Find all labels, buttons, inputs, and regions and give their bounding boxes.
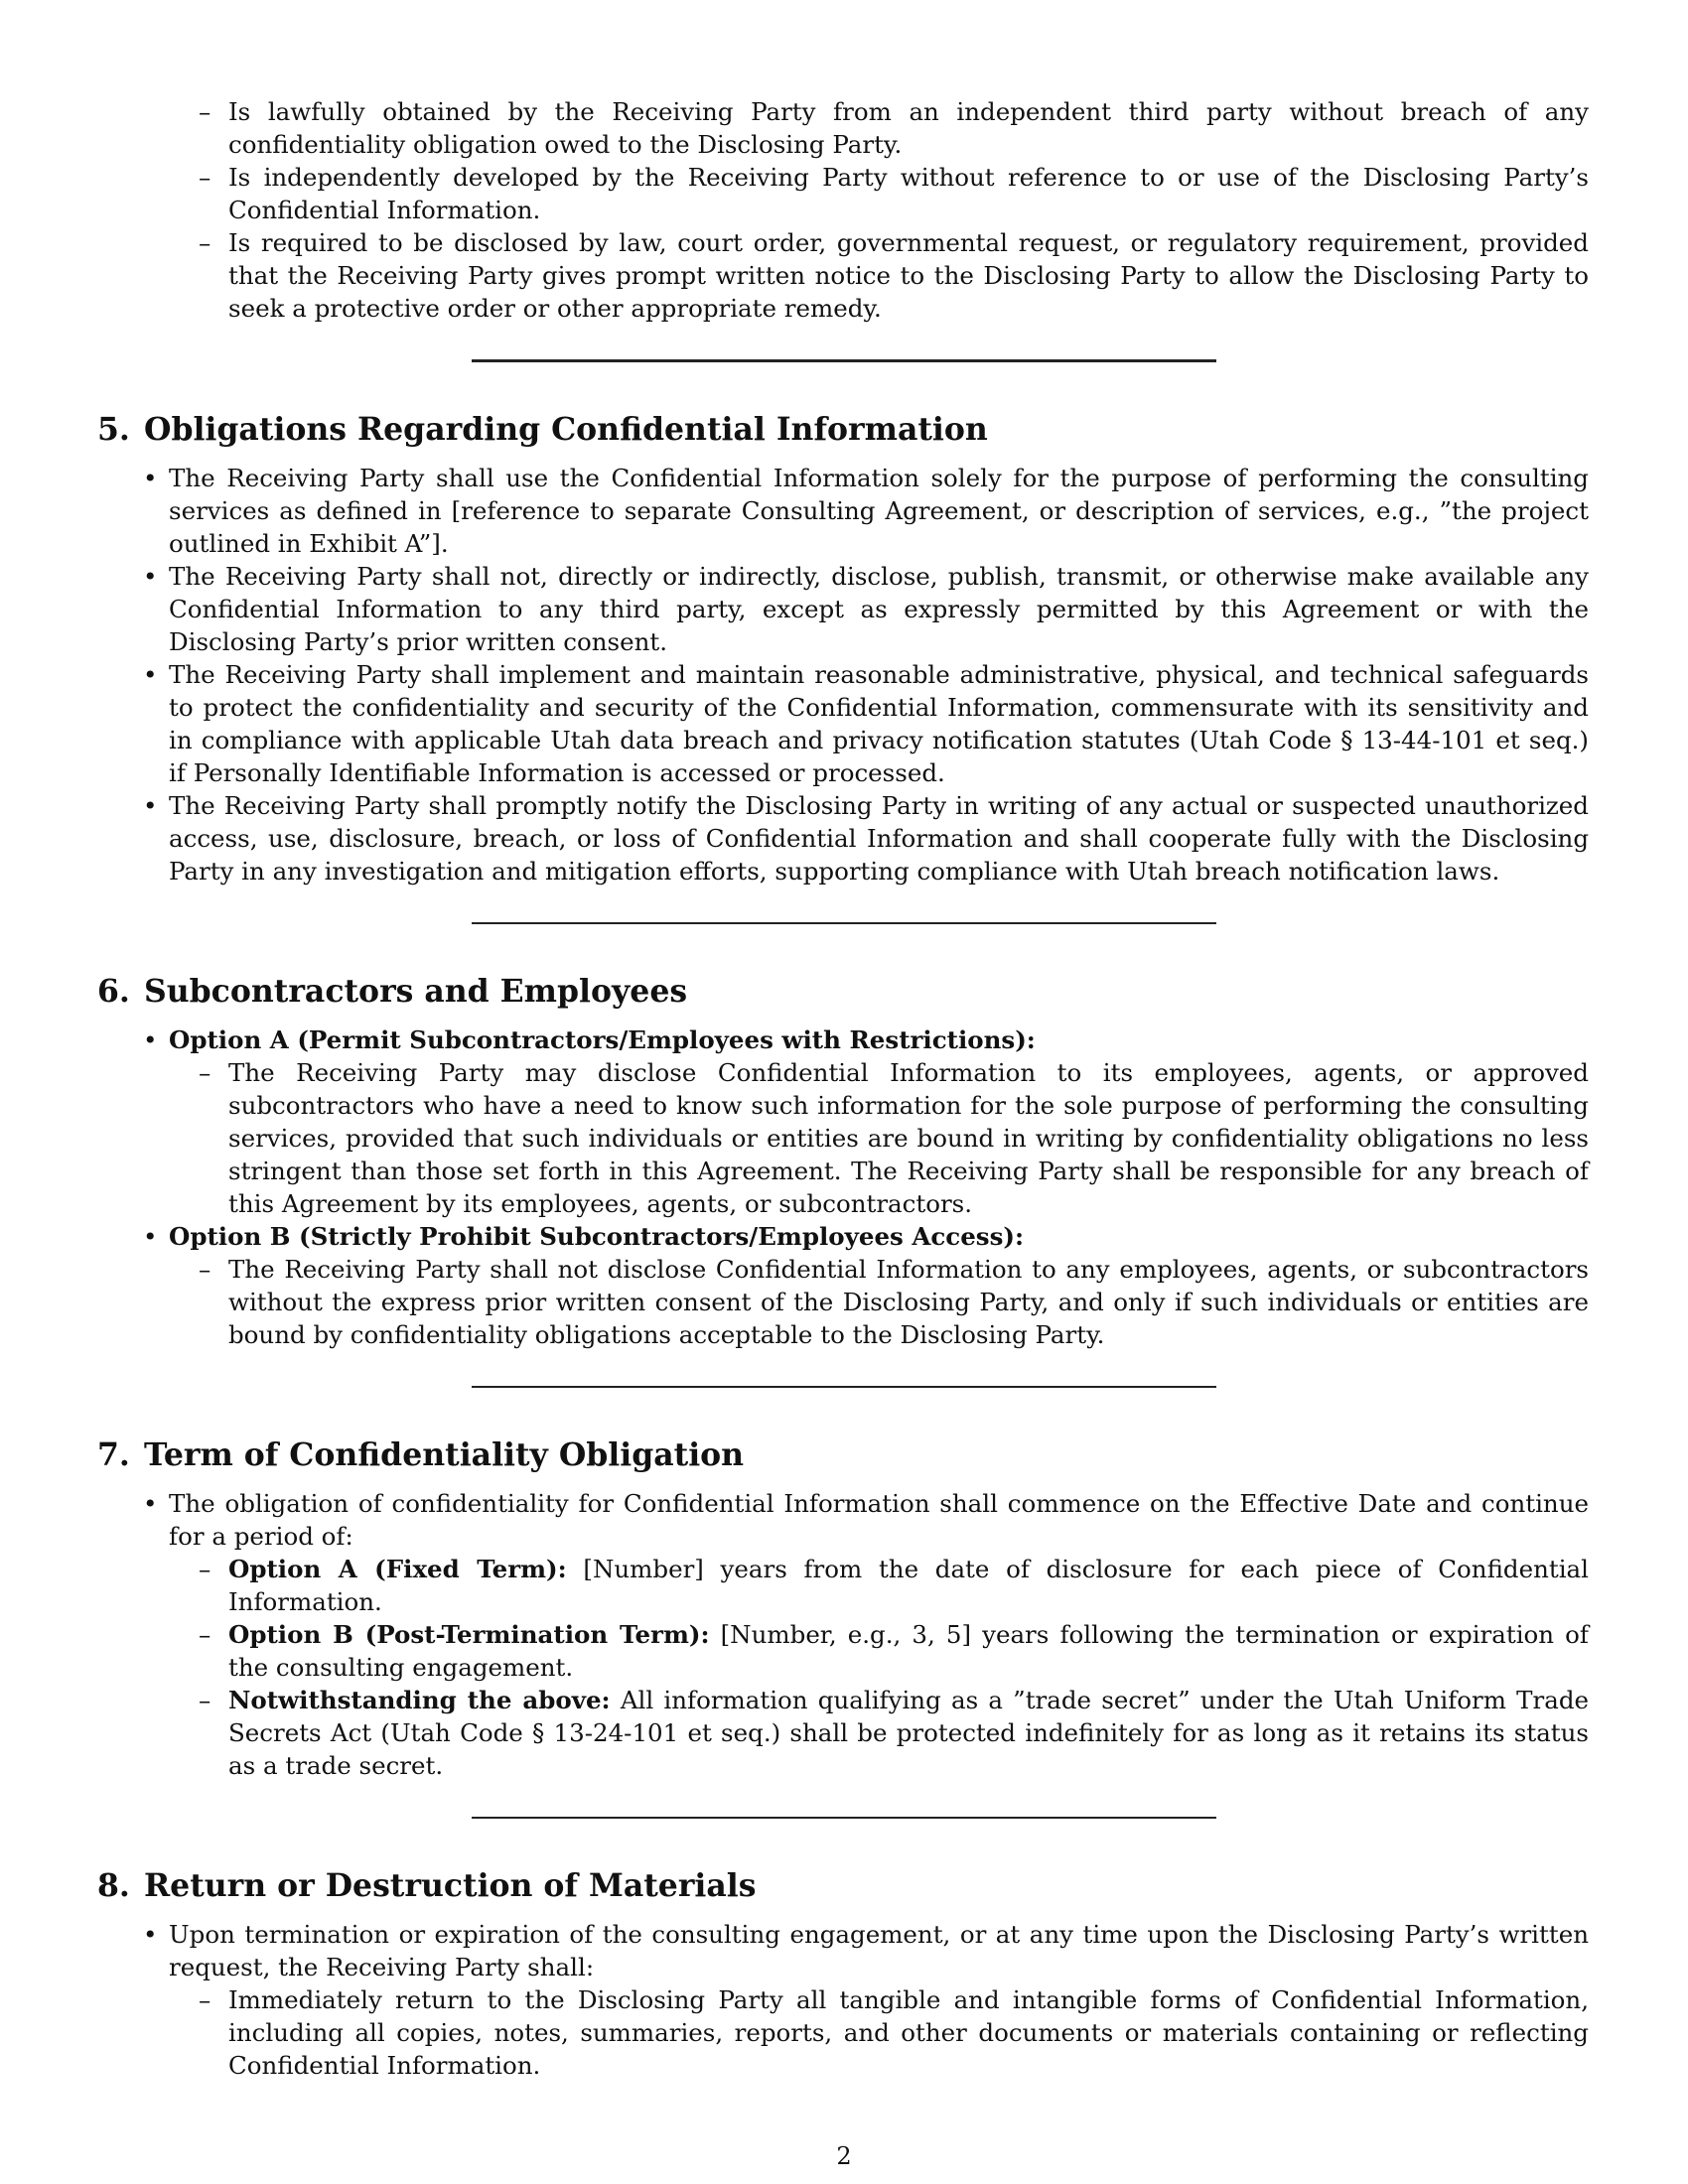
dash-marker: –	[199, 97, 211, 126]
section-number: 8.	[97, 1867, 130, 1904]
dash-marker: –	[199, 1686, 211, 1714]
section-number: 6.	[97, 973, 130, 1010]
list-item	[199, 1618, 1589, 1684]
section-divider	[472, 359, 1216, 362]
list-item-text: [Number] years from the date of disclosure for each piece of Confidential Information.	[228, 1555, 1589, 1616]
dash-marker: –	[199, 1255, 211, 1284]
bullet-marker: •	[143, 562, 158, 591]
list-item	[143, 1024, 1589, 1056]
section-title: Subcontractors and Employees	[144, 973, 688, 1010]
section-divider	[472, 922, 1216, 924]
page-number: 2	[836, 2142, 852, 2170]
section-title: Term of Confidentiality Obligation	[144, 1436, 745, 1473]
list-item-text: The Receiving Party shall use the Confidential Information solely for the purpose of performing the consulting services as defined in [reference to separate Consulting Agreement, or description of services, e.g., ”the project outlined in Exhibit A”].	[169, 464, 1589, 558]
list-item	[199, 1553, 1589, 1618]
dash-marker: –	[199, 1058, 211, 1087]
list-item-text: The obligation of confidentiality for Confidential Information shall commence on the Effective Date and continue for a period of:	[169, 1489, 1589, 1551]
option-label: Option B (Strictly Prohibit Subcontractors/Employees Access):	[169, 1222, 1025, 1251]
bullet-marker: •	[143, 1489, 158, 1518]
dash-marker: –	[199, 1985, 211, 2014]
option-label: Option A (Permit Subcontractors/Employees with Restrictions):	[169, 1025, 1036, 1054]
dash-marker: –	[199, 1620, 211, 1649]
bullet-marker: •	[143, 1920, 158, 1949]
section-heading-7	[97, 1435, 1589, 1475]
list-item-text: [Number, e.g., 3, 5] years following the termination or expiration of the consulting engagement.	[228, 1620, 1589, 1682]
option-label: Option B (Post-Termination Term):	[228, 1620, 710, 1649]
section-heading-5	[97, 410, 1589, 450]
bullet-marker: •	[143, 464, 158, 492]
list-item-text: Is independently developed by the Receiving Party without reference to or use of the Disclosing Party’s Confidential Information.	[228, 163, 1589, 224]
list-item	[199, 1056, 1589, 1220]
list-item	[199, 161, 1589, 226]
option-label: Notwithstanding the above:	[228, 1686, 611, 1714]
list-item	[143, 560, 1589, 658]
bullet-marker: •	[143, 660, 158, 689]
list-item-text: Is lawfully obtained by the Receiving Party from an independent third party without breach of any confidentiality obligation owed to the Disclosing Party.	[228, 97, 1589, 159]
list-item-text: All information qualifying as a ”trade secret” under the Utah Uniform Trade Secrets Act (Utah Code § 13-24-101 et seq.) shall be protected indefinitely for as long as it retains its status as a trade secret.	[228, 1686, 1589, 1780]
page-content	[97, 95, 1589, 2082]
list-item-text: Is required to be disclosed by law, court order, governmental request, or regulatory requirement, provided that the Receiving Party gives prompt written notice to the Disclosing Party to allow the Disclosing Party to seek a protective order or other appropriate remedy.	[228, 228, 1589, 323]
bullet-marker: •	[143, 1222, 158, 1251]
list-item	[143, 789, 1589, 887]
bullet-marker: •	[143, 791, 158, 820]
list-item	[143, 1220, 1589, 1253]
section-divider	[472, 1386, 1216, 1388]
list-item	[143, 658, 1589, 789]
list-item	[199, 95, 1589, 161]
section-heading-6	[97, 972, 1589, 1012]
section-number: 7.	[97, 1436, 130, 1473]
list-item-text: Immediately return to the Disclosing Party all tangible and intangible forms of Confidential Information, including all copies, notes, summaries, reports, and other documents or materials containing or reflecting Confidential Information.	[228, 1985, 1589, 2080]
list-item-text: The Receiving Party shall implement and maintain reasonable administrative, physical, and technical safeguards to protect the confidentiality and security of the Confidential Information, commensurate with its sensitivity and in compliance with applicable Utah data breach and privacy notification statutes (Utah Code § 13-44-101 et seq.) if Personally Identifiable Information is accessed or processed.	[169, 660, 1589, 787]
bullet-marker: •	[143, 1025, 158, 1054]
list-item	[199, 1684, 1589, 1782]
dash-marker: –	[199, 163, 211, 192]
list-item-text: Upon termination or expiration of the consulting engagement, or at any time upon the Disclosing Party’s written request, the Receiving Party shall:	[169, 1920, 1589, 1981]
section-title: Obligations Regarding Confidential Information	[144, 411, 988, 448]
list-item	[143, 1487, 1589, 1553]
list-item	[199, 1253, 1589, 1351]
section-divider	[472, 1817, 1216, 1819]
option-label: Option A (Fixed Term):	[228, 1555, 567, 1583]
dash-marker: –	[199, 228, 211, 257]
dash-marker: –	[199, 1555, 211, 1583]
list-item-text: The Receiving Party shall not disclose Confidential Information to any employees, agents, or subcontractors without the express prior written consent of the Disclosing Party, and only if such individuals or entities are bound by confidentiality obligations acceptable to the Disclosing Party.	[228, 1255, 1589, 1349]
list-item	[143, 462, 1589, 560]
list-item	[143, 1918, 1589, 1983]
section-title: Return or Destruction of Materials	[144, 1867, 757, 1904]
section-heading-8	[97, 1866, 1589, 1906]
list-item-text: The Receiving Party shall not, directly or indirectly, disclose, publish, transmit, or otherwise make available any Confidential Information to any third party, except as expressly permitted by this Agreement or with the Disclosing Party’s prior written consent.	[169, 562, 1589, 656]
list-item-text: The Receiving Party shall promptly notify the Disclosing Party in writing of any actual or suspected unauthorized access, use, disclosure, breach, or loss of Confidential Information and shall cooperate fully with the Disclosing Party in any investigation and mitigation efforts, supporting compliance with Utah breach notification laws.	[169, 791, 1589, 886]
list-item	[199, 1983, 1589, 2082]
section-number: 5.	[97, 411, 130, 448]
list-item	[199, 226, 1589, 325]
list-item-text: The Receiving Party may disclose Confidential Information to its employees, agents, or approved subcontractors who have a need to know such information for the sole purpose of performing the consulting services, provided that such individuals or entities are bound in writing by confidentiality obligations no less stringent than those set forth in this Agreement. The Receiving Party shall be responsible for any breach of this Agreement by its employees, agents, or subcontractors.	[228, 1058, 1589, 1218]
